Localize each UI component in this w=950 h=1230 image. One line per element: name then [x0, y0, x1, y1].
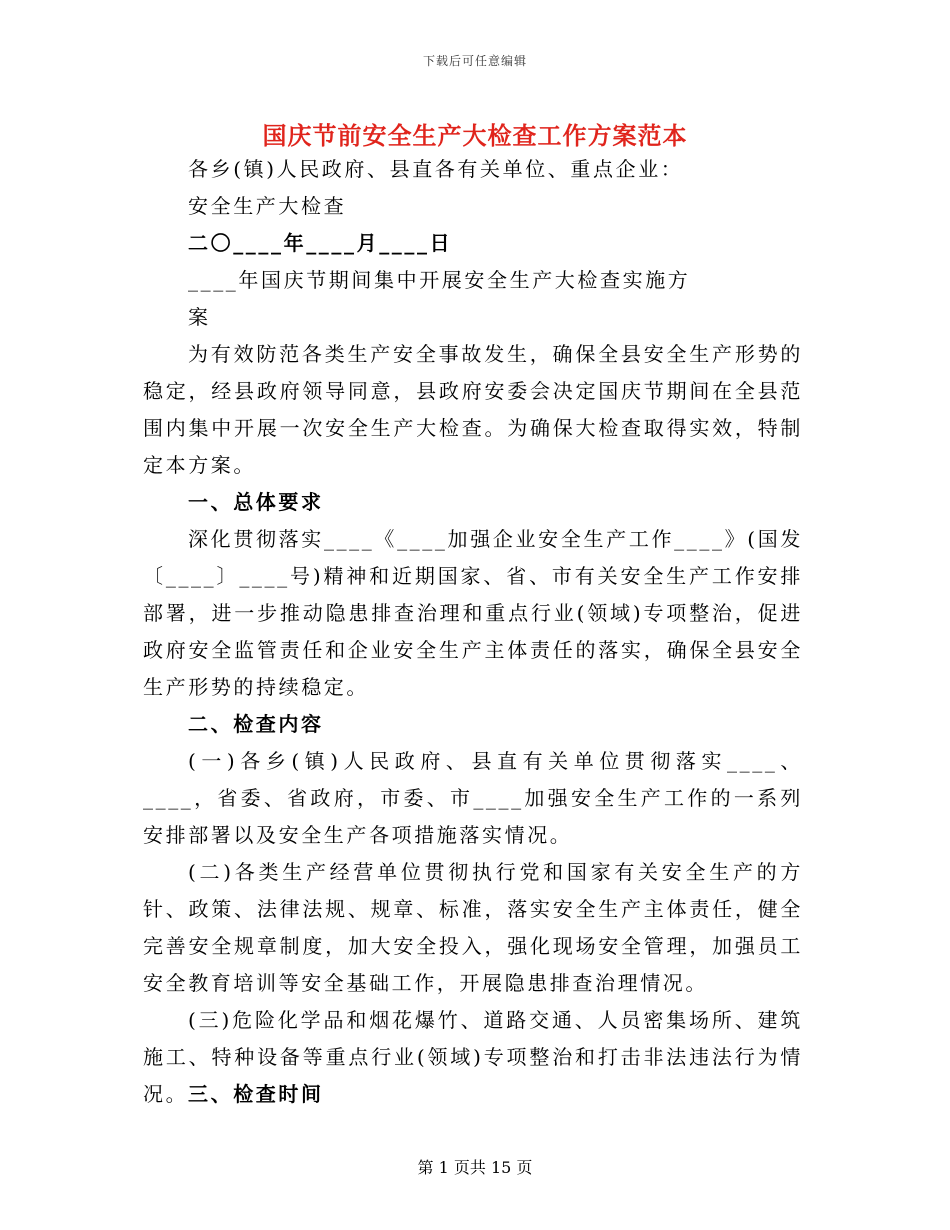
section-2-heading: 二、检查内容: [188, 712, 324, 736]
plan-title-line-2: 案: [188, 305, 211, 329]
intro-paragraph: 为有效防范各类生产安全事故发生，确保全县安全生产形势的稳定，经县政府领导同意，县政府安委会决定国庆节期间在全县范围内集中开展一次安全生产大检查。为确保大检查取得实效，特制定本方案。: [143, 342, 803, 477]
plan-title-line-1: ____年国庆节期间集中开展安全生产大检查实施方: [188, 268, 691, 292]
date-line: 二〇____年____月____日: [188, 231, 453, 255]
document-title: 国庆节前安全生产大检查工作方案范本: [262, 121, 688, 150]
section-3-heading: 三、检查时间: [188, 1082, 324, 1106]
section-2-item-1: (一)各乡(镇)人民政府、县直有关单位贯彻落实____、____，省委、省政府，市委、市____加强安全生产工作的一系列安排部署以及安全生产各项措施落实情况。: [143, 749, 803, 847]
section-2-item-3: (三)危险化学品和烟花爆竹、道路交通、人员密集场所、建筑施工、特种设备等重点行业(领域)专项整治和打击非法违法行为情况。: [143, 1008, 803, 1106]
section-1-heading: 一、总体要求: [188, 490, 324, 514]
section-1-paragraph: 深化贯彻落实____《____加强企业安全生产工作____》(国发〔____〕____号)精神和近期国家、省、市有关安全生产工作安排部署，进一步推动隐患排查治理和重点行业(领域)专项整治，促进政府安全监管责任和企业安全生产主体责任的落实，确保全县安全生产形势的持续稳定。: [143, 527, 803, 699]
salutation: 各乡(镇)人民政府、县直各有关单位、重点企业：: [188, 157, 684, 181]
page-header-note: 下载后可任意编辑: [422, 54, 527, 68]
page-number: 第 1 页共 15 页: [417, 1158, 533, 1177]
subject-line: 安全生产大检查: [188, 194, 347, 218]
section-2-item-2: (二)各类生产经营单位贯彻执行党和国家有关安全生产的方针、政策、法律法规、规章、标准，落实安全生产主体责任，健全完善安全规章制度，加大安全投入，强化现场安全管理，加强员工安全教育培训等安全基础工作，开展隐患排查治理情况。: [143, 860, 803, 995]
